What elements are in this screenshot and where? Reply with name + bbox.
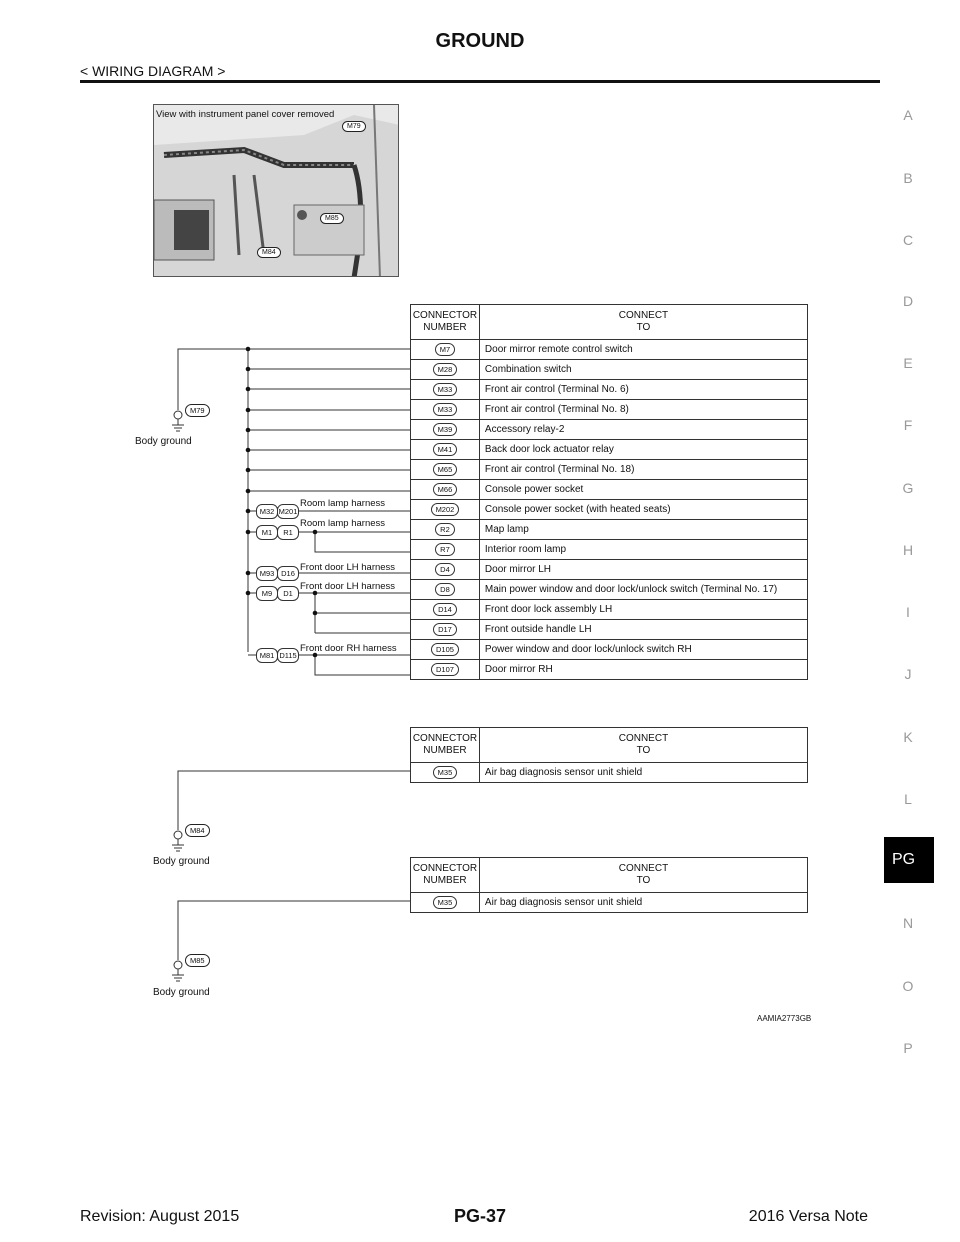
- connect-to: Front air control (Terminal No. 6): [479, 380, 807, 400]
- table-header-row: [411, 728, 808, 763]
- side-index-g: G: [902, 480, 914, 496]
- connector-table-m85: [410, 857, 808, 913]
- side-index-f: F: [903, 417, 913, 433]
- side-index-d: D: [902, 293, 914, 309]
- connector-number: D107: [411, 660, 480, 680]
- ground-m85-badge: M85: [185, 954, 210, 967]
- side-index-l: L: [904, 791, 912, 807]
- side-index-k: K: [903, 729, 913, 745]
- connect-to: Main power window and door lock/unlock switch (Terminal No. 17): [479, 580, 807, 600]
- header-connector-number: CONNECTOR NUMBER: [411, 858, 480, 893]
- ground-m79-label: Body ground: [135, 436, 192, 447]
- table-row: [411, 540, 808, 560]
- connector-number: D4: [411, 560, 480, 580]
- harness-name: Front door LH harness: [300, 562, 396, 573]
- table-row: [411, 600, 808, 620]
- connector-number: M65: [411, 460, 480, 480]
- side-index-i: I: [906, 604, 910, 620]
- connect-to: Power window and door lock/unlock switch RH: [479, 640, 807, 660]
- connect-to: Door mirror RH: [479, 660, 807, 680]
- connect-to: Back door lock actuator relay: [479, 440, 807, 460]
- harness-name: Front door LH harness: [300, 581, 396, 592]
- table-row: [411, 763, 808, 783]
- table-row: [411, 360, 808, 380]
- table-row: [411, 500, 808, 520]
- connect-to: Combination switch: [479, 360, 807, 380]
- header-connect-to: CONNECT TO: [479, 858, 807, 893]
- header-connect-to: CONNECT TO: [479, 305, 807, 340]
- connect-to: Accessory relay-2: [479, 420, 807, 440]
- harness-connector-b: M201: [277, 504, 299, 519]
- connect-to: Door mirror LH: [479, 560, 807, 580]
- harness-connector-b: D1: [277, 586, 299, 601]
- connect-to: Console power socket: [479, 480, 807, 500]
- side-index-a: A: [903, 107, 913, 123]
- section-label: < WIRING DIAGRAM >: [80, 63, 226, 79]
- connector-number: M202: [411, 500, 480, 520]
- connect-to: Front air control (Terminal No. 8): [479, 400, 807, 420]
- side-index-p: P: [903, 1040, 913, 1056]
- header-connector-number: CONNECTOR NUMBER: [411, 728, 480, 763]
- connect-to: Front air control (Terminal No. 18): [479, 460, 807, 480]
- header-connect-to: CONNECT TO: [479, 728, 807, 763]
- table-row: [411, 580, 808, 600]
- table-row: [411, 640, 808, 660]
- table-row: [411, 460, 808, 480]
- header-connector-number: CONNECTOR NUMBER: [411, 305, 480, 340]
- ground-m84-badge: M84: [185, 824, 210, 837]
- photo-label-m79: M79: [342, 121, 366, 132]
- connector-number: D105: [411, 640, 480, 660]
- side-index-pg-tab[interactable]: PG: [884, 837, 934, 883]
- harness-name: Room lamp harness: [300, 518, 386, 529]
- side-index-h: H: [902, 542, 914, 558]
- table-row: [411, 400, 808, 420]
- connector-number: M28: [411, 360, 480, 380]
- harness-connector-a: M9: [256, 586, 278, 601]
- table-row: [411, 620, 808, 640]
- connector-number: R7: [411, 540, 480, 560]
- footer-page-number: PG-37: [453, 1206, 507, 1226]
- harness-connector-b: D115: [277, 648, 299, 663]
- connector-number: D14: [411, 600, 480, 620]
- harness-connector-a: M93: [256, 566, 278, 581]
- harness-name: Front door RH harness: [300, 643, 397, 654]
- connect-to: Front door lock assembly LH: [479, 600, 807, 620]
- table-row: [411, 420, 808, 440]
- connector-number: M33: [411, 380, 480, 400]
- connector-number: R2: [411, 520, 480, 540]
- harness-connector-a: M1: [256, 525, 278, 540]
- footer-model: 2016 Versa Note: [748, 1208, 868, 1225]
- harness-connector-a: M81: [256, 648, 278, 663]
- side-index-b: B: [903, 170, 913, 186]
- connect-to: Interior room lamp: [479, 540, 807, 560]
- footer-revision: Revision: August 2015: [80, 1208, 240, 1225]
- connector-number: D8: [411, 580, 480, 600]
- connector-number: M39: [411, 420, 480, 440]
- connector-number: M7: [411, 340, 480, 360]
- connector-number: M35: [411, 763, 480, 783]
- connector-number: D17: [411, 620, 480, 640]
- connector-number: M33: [411, 400, 480, 420]
- table-header-row: [411, 858, 808, 893]
- page-title: GROUND: [435, 30, 525, 52]
- table-row: [411, 380, 808, 400]
- harness-connector-a: M32: [256, 504, 278, 519]
- table-header-row: [411, 305, 808, 340]
- photo-label-m84: M84: [257, 247, 281, 258]
- connect-to: Map lamp: [479, 520, 807, 540]
- connector-table-m79: [410, 304, 808, 680]
- harness-connector-b: R1: [277, 525, 299, 540]
- harness-connector-b: D16: [277, 566, 299, 581]
- table-row: [411, 560, 808, 580]
- connector-number: M35: [411, 893, 480, 913]
- side-index-c: C: [902, 232, 914, 248]
- table-row: [411, 520, 808, 540]
- connect-to: Air bag diagnosis sensor unit shield: [479, 893, 807, 913]
- connect-to: Front outside handle LH: [479, 620, 807, 640]
- connector-number: M66: [411, 480, 480, 500]
- figure-code: AAMIA2773GB: [757, 1014, 812, 1023]
- side-index-n: N: [902, 915, 914, 931]
- photo-label-m85: M85: [320, 213, 344, 224]
- table-row: [411, 440, 808, 460]
- table-body: [411, 340, 808, 680]
- ground-m84-label: Body ground: [153, 856, 210, 867]
- ground-m85-label: Body ground: [153, 987, 210, 998]
- connect-to: Air bag diagnosis sensor unit shield: [479, 763, 807, 783]
- connector-table-m84: [410, 727, 808, 783]
- connect-to: Console power socket (with heated seats): [479, 500, 807, 520]
- ground-m79-badge: M79: [185, 404, 210, 417]
- table-row: [411, 660, 808, 680]
- side-index-o: O: [902, 978, 914, 994]
- side-index-j: J: [904, 666, 912, 682]
- harness-name: Room lamp harness: [300, 498, 386, 509]
- table-row: [411, 893, 808, 913]
- table-row: [411, 340, 808, 360]
- photo-caption: View with instrument panel cover removed: [156, 109, 335, 120]
- side-index-e: E: [903, 355, 913, 371]
- connector-number: M41: [411, 440, 480, 460]
- connect-to: Door mirror remote control switch: [479, 340, 807, 360]
- table-row: [411, 480, 808, 500]
